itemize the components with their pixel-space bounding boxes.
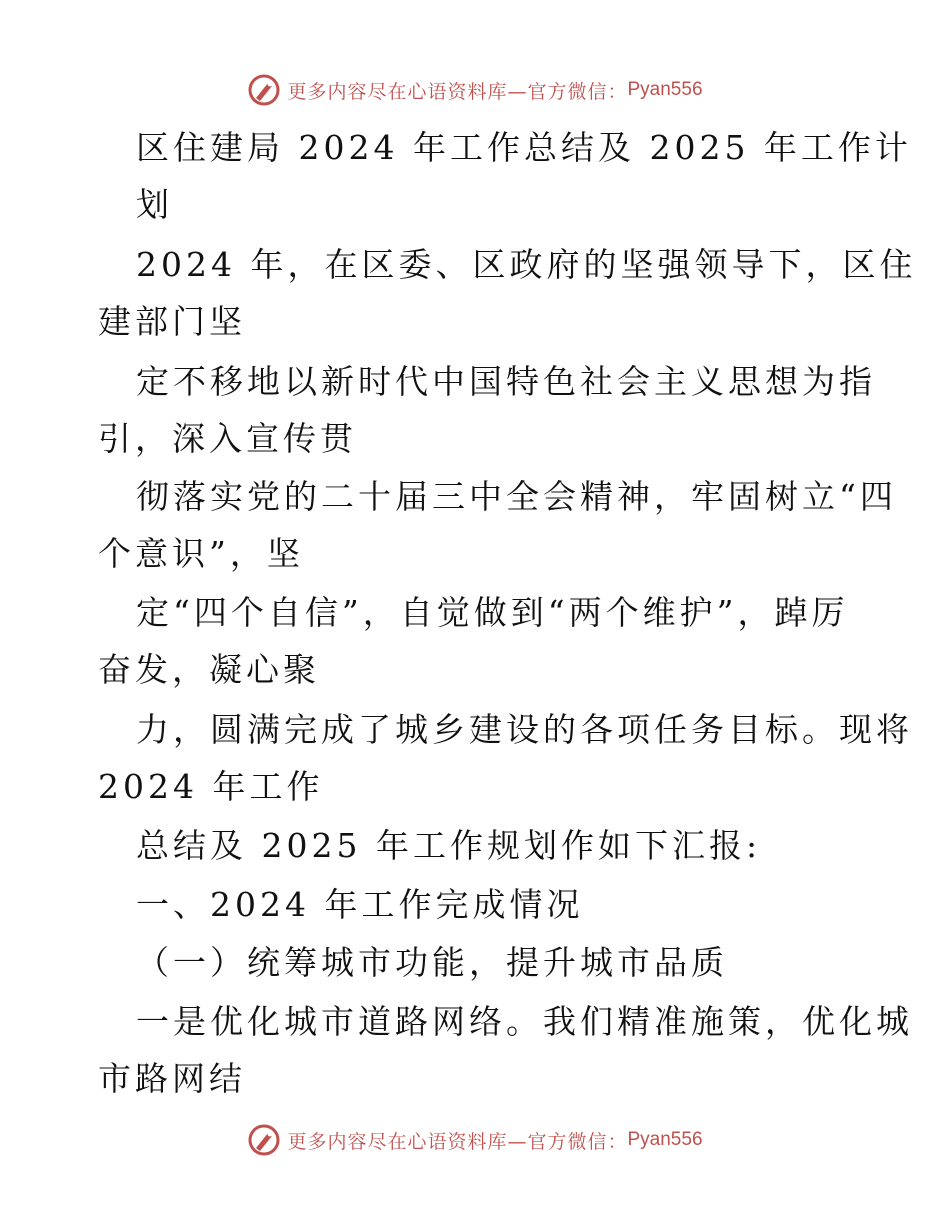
doc-line: 定“四个自信”，自觉做到“两个维护”，踔厉: [136, 593, 849, 632]
doc-line: 一是优化城市道路网络。我们精准施策，优化城: [136, 1002, 913, 1041]
watermark-text: 更多内容尽在心语资料库—官方微信：: [287, 1130, 628, 1153]
doc-line: 彻落实党的二十届三中全会精神，牢固树立“四: [136, 477, 897, 516]
doc-line: 2024 年工作: [98, 767, 324, 806]
doc-line: 2024 年，在区委、区政府的坚强领导下，区住: [136, 245, 917, 284]
doc-line: 市路网结: [98, 1059, 246, 1098]
doc-title-line-2: 划: [136, 185, 173, 224]
subsection-heading: （一）统筹城市功能，提升城市品质: [136, 943, 728, 982]
doc-line: 定不移地以新时代中国特色社会主义思想为指: [136, 362, 876, 401]
doc-line: 引，深入宣传贯: [98, 419, 357, 458]
doc-line: 建部门坚: [98, 302, 246, 341]
watermark-banner-bottom: [0, 1120, 950, 1160]
pen-logo-icon: [247, 1123, 281, 1157]
watermark-wechat-id: Pyan556: [627, 1129, 703, 1150]
doc-line: 力，圆满完成了城乡建设的各项任务目标。现将: [136, 710, 913, 749]
doc-line: 个意识”，坚: [98, 534, 304, 573]
doc-line: 奋发，凝心聚: [98, 650, 320, 689]
watermark-text: 更多内容尽在心语资料库—官方微信：: [287, 80, 628, 103]
doc-line: 总结及 2025 年工作规划作如下汇报:: [136, 826, 762, 865]
doc-title-line-1: 区住建局 2024 年工作总结及 2025 年工作计: [136, 128, 912, 167]
section-heading: 一、2024 年工作完成情况: [136, 885, 584, 924]
watermark-wechat-id: Pyan556: [627, 79, 703, 100]
